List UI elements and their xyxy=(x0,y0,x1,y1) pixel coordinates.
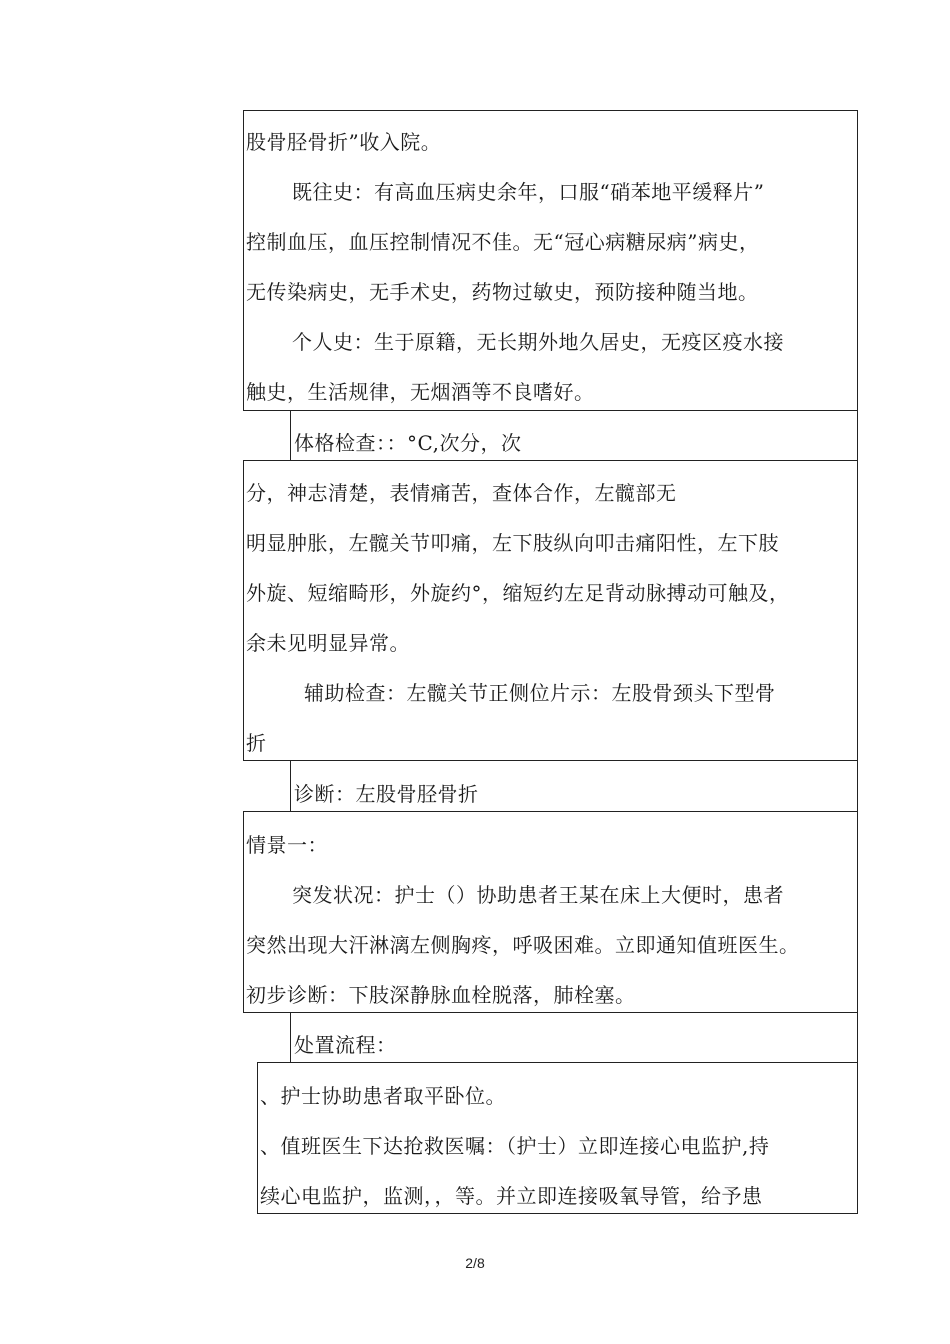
exam-line: 辅助检查：左髋关节正侧位片示：左股骨颈头下型骨 xyxy=(304,681,776,705)
diagnosis-text: 诊断：左股骨胫骨折 xyxy=(294,782,479,806)
process-line: 、护士协助患者取平卧位。 xyxy=(260,1084,506,1108)
exam-line: 分，神志清楚，表情痛苦，查体合作，左髋部无 xyxy=(246,481,677,505)
process-heading: 处置流程： xyxy=(294,1033,397,1057)
scenario-line: 突发状况：护士（）协助患者王某在床上大便时，患者 xyxy=(292,883,784,907)
exam-line: 外旋、短缩畸形，外旋约°，缩短约左足背动脉搏动可触及， xyxy=(246,581,790,605)
scenario-line: 突然出现大汗淋漓左侧胸疼，呼吸困难。立即通知值班医生。 xyxy=(246,933,800,957)
process-line: 、值班医生下达抢救医嘱：（护士）立即连接心电监护,持 xyxy=(260,1134,770,1158)
exam-line: 折 xyxy=(246,731,267,755)
history-line: 个人史：生于原籍，无长期外地久居史，无疫区疫水接 xyxy=(292,330,784,354)
exam-line: 明显肿胀，左髋关节叩痛，左下肢纵向叩击痛阳性，左下肢 xyxy=(246,531,779,555)
history-line: 控制血压，血压控制情况不佳。无“冠心病糖尿病”病史， xyxy=(246,230,760,254)
history-line: 股骨胫骨折”收入院。 xyxy=(246,130,442,154)
history-line: 既往史：有高血压病史余年，口服“硝苯地平缓释片” xyxy=(292,180,765,204)
scenario-line: 情景一： xyxy=(246,833,328,857)
scenario-line: 初步诊断：下肢深静脉血栓脱落，肺栓塞。 xyxy=(246,983,636,1007)
exam-heading: 体格检查：：°C,次分，次 xyxy=(294,431,522,455)
history-line: 无传染病史，无手术史，药物过敏史，预防接种随当地。 xyxy=(246,280,759,304)
process-line: 续心电监护，监测，，等。并立即连接吸氧导管，给予患 xyxy=(260,1184,763,1208)
history-line: 触史，生活规律，无烟酒等不良嗜好。 xyxy=(246,380,595,404)
page-number: 2/8 xyxy=(465,1255,485,1271)
exam-line: 余未见明显异常。 xyxy=(246,631,410,655)
